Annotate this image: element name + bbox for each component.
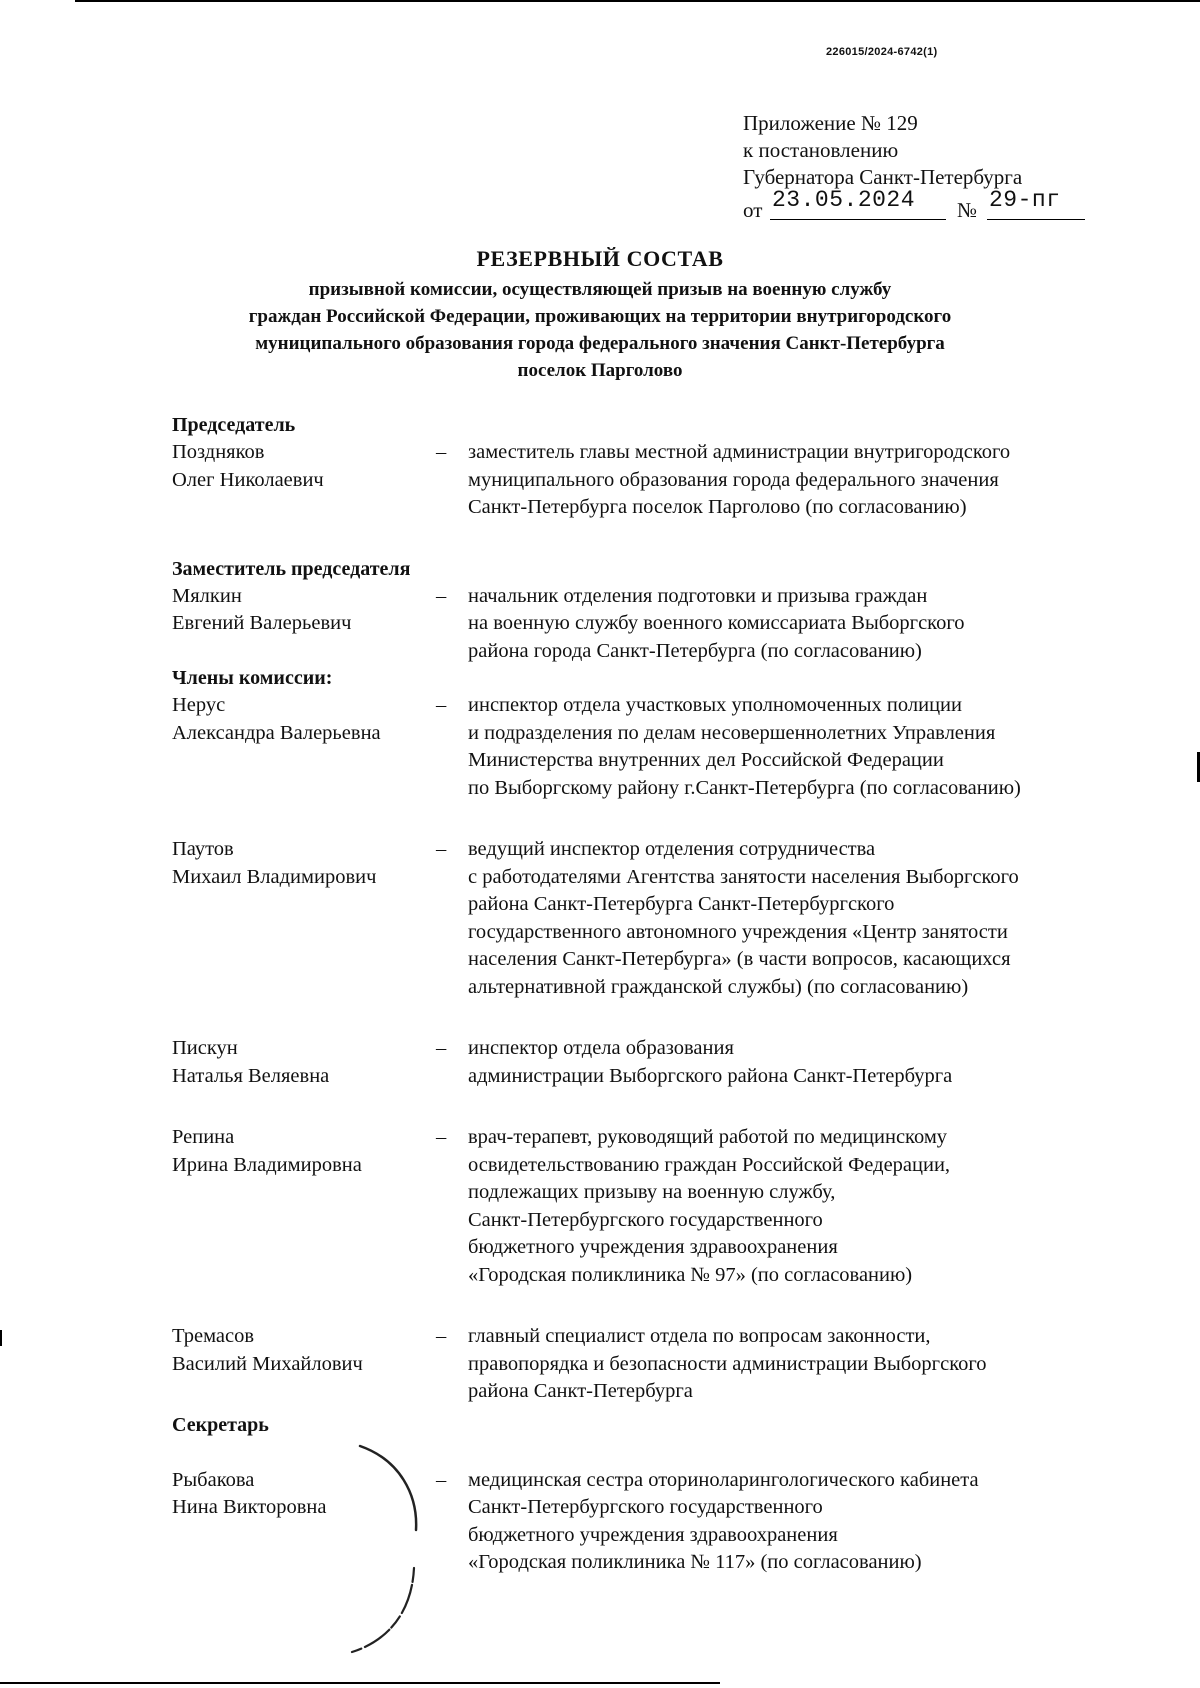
desc-line: начальник отделения подготовки и призыва граждан xyxy=(468,584,928,607)
position-description xyxy=(468,836,1178,1001)
member-entry xyxy=(172,1323,1172,1406)
desc-line: с работодателями Агентства занятости населения Выборгского xyxy=(468,865,1019,888)
person-name xyxy=(172,1323,432,1378)
secretary-entry xyxy=(172,1467,1172,1577)
number-field xyxy=(987,187,1085,220)
surname: Рыбакова xyxy=(172,1468,255,1491)
subtitle-line: граждан Российской Федерации, проживающих на территории внутригородского xyxy=(248,306,952,327)
desc-line: освидетельствованию граждан Российской Федерации, xyxy=(468,1153,951,1176)
appendix-reference: к постановлению xyxy=(743,138,899,162)
desc-line: Министерства внутренних дел Российской Федерации xyxy=(468,749,944,771)
number-value: 29-пг xyxy=(989,187,1061,213)
position-description xyxy=(468,583,1178,666)
scan-border-bottom xyxy=(0,1682,720,1684)
surname: Паутов xyxy=(172,838,234,860)
secretary-heading: Секретарь xyxy=(172,1413,269,1436)
surname: Мялкин xyxy=(172,584,242,607)
dash: – xyxy=(436,1126,447,1148)
document-subtitle xyxy=(150,276,1050,384)
surname: Репина xyxy=(172,1126,235,1148)
given-names: Евгений Валерьевич xyxy=(172,612,352,634)
person-name xyxy=(172,583,432,638)
dash: – xyxy=(436,838,447,860)
member-entry xyxy=(172,1035,1172,1090)
deputy-heading: Заместитель председателя xyxy=(172,557,411,580)
scan-mark-left xyxy=(0,1330,2,1346)
dash: – xyxy=(436,694,447,716)
surname: Тремасов xyxy=(172,1325,255,1347)
position-description xyxy=(468,1124,1178,1289)
desc-line: Санкт-Петербургского государственного xyxy=(468,1496,823,1518)
given-names: Михаил Владимирович xyxy=(172,865,377,888)
given-names: Нина Викторовна xyxy=(172,1496,327,1518)
surname: Нерус xyxy=(172,694,226,716)
commission-roster xyxy=(172,412,1172,1577)
desc-line: подлежащих призыву на военную службу, xyxy=(468,1181,836,1203)
date-value: 23.05.2024 xyxy=(772,187,916,213)
dash: – xyxy=(436,584,447,607)
desc-line: ведущий инспектор отделения сотрудничества xyxy=(468,838,876,860)
subtitle-line: муниципального образования города федерального значения Санкт-Петербурга xyxy=(255,333,945,354)
person-name xyxy=(172,692,432,747)
members-heading: Члены комиссии: xyxy=(172,667,333,689)
desc-line: государственного автономного учреждения «Центр занятости xyxy=(468,920,1008,943)
desc-line: главный специалист отдела по вопросам законности, xyxy=(468,1325,931,1347)
person-name xyxy=(172,1124,432,1179)
document-title: РЕЗЕРВНЫЙ СОСТАВ xyxy=(476,246,724,271)
appendix-issuer: Губернатора Санкт-Петербурга xyxy=(743,165,1023,189)
desc-line: по Выборгскому району г.Санкт-Петербурга (по согласованию) xyxy=(468,776,1021,799)
deputy-entry xyxy=(172,583,1172,666)
person-name xyxy=(172,439,432,494)
chairman-heading: Председатель xyxy=(172,414,296,436)
desc-line: заместитель главы местной администрации внутригородского xyxy=(468,441,1011,463)
document-registration-number: 226015/2024-6742(1) xyxy=(826,46,938,58)
appendix-header xyxy=(743,110,1061,222)
dash: – xyxy=(436,441,447,463)
desc-line: и подразделения по делам несовершеннолетних Управления xyxy=(468,721,996,744)
chairman-entry xyxy=(172,439,1172,522)
desc-line: муниципального образования города федерального значения xyxy=(468,468,999,491)
dash: – xyxy=(436,1037,447,1059)
desc-line: бюджетного учреждения здравоохранения xyxy=(468,1236,838,1258)
desc-line: Санкт-Петербургского государственного xyxy=(468,1208,823,1231)
date-field xyxy=(770,187,946,220)
given-names: Ирина Владимировна xyxy=(172,1153,362,1176)
desc-line: альтернативной гражданской службы) (по согласованию) xyxy=(468,975,969,998)
surname: Пискун xyxy=(172,1037,238,1059)
dash: – xyxy=(436,1325,447,1347)
appendix-title: Приложение № 129 xyxy=(743,111,918,135)
desc-line: «Городская поликлиника № 97» (по согласованию) xyxy=(468,1263,913,1286)
number-label: № xyxy=(957,198,978,222)
signature-arc-mark xyxy=(340,1440,450,1660)
person-name xyxy=(172,836,432,891)
scan-border-top xyxy=(75,0,1200,2)
appendix-date-row xyxy=(743,187,1061,222)
member-entry xyxy=(172,692,1172,802)
desc-line: медицинская сестра оториноларингологического кабинета xyxy=(468,1468,979,1491)
desc-line: на военную службу военного комиссариата Выборгского xyxy=(468,612,965,634)
position-description xyxy=(468,439,1178,522)
desc-line: Санкт-Петербурга поселок Парголово (по согласованию) xyxy=(468,496,967,518)
desc-line: населения Санкт-Петербурга» (в части вопросов, касающихся xyxy=(468,948,1011,970)
desc-line: инспектор отдела образования xyxy=(468,1037,734,1059)
desc-line: бюджетного учреждения здравоохранения xyxy=(468,1523,838,1546)
given-names: Олег Николаевич xyxy=(172,468,324,491)
desc-line: района города Санкт-Петербурга (по согласованию) xyxy=(468,639,922,662)
desc-line: администрации Выборгского района Санкт-Петербурга xyxy=(468,1064,953,1087)
subtitle-line: поселок Парголово xyxy=(517,360,683,381)
desc-line: района Санкт-Петербурга xyxy=(468,1380,693,1402)
desc-line: правопорядка и безопасности администрации Выборгского xyxy=(468,1352,987,1375)
position-description xyxy=(468,692,1178,802)
subtitle-line: призывной комиссии, осуществляющей призыв на военную службу xyxy=(308,279,892,300)
given-names: Наталья Веляевна xyxy=(172,1064,330,1087)
given-names: Александра Валерьевна xyxy=(172,721,381,744)
given-names: Василий Михайлович xyxy=(172,1352,363,1375)
position-description xyxy=(468,1035,1178,1090)
desc-line: врач-терапевт, руководящий работой по медицинскому xyxy=(468,1126,948,1148)
date-prefix: от xyxy=(743,198,763,222)
position-description xyxy=(468,1323,1178,1406)
person-name xyxy=(172,1035,432,1090)
desc-line: инспектор отдела участковых уполномоченных полиции xyxy=(468,694,962,716)
member-entry xyxy=(172,836,1172,1001)
member-entry xyxy=(172,1124,1172,1289)
surname: Поздняков xyxy=(172,441,265,463)
desc-line: района Санкт-Петербурга Санкт-Петербургского xyxy=(468,893,895,915)
position-description xyxy=(468,1467,1178,1577)
dash: – xyxy=(436,1468,447,1491)
desc-line: «Городская поликлиника № 117» (по согласованию) xyxy=(468,1551,922,1573)
